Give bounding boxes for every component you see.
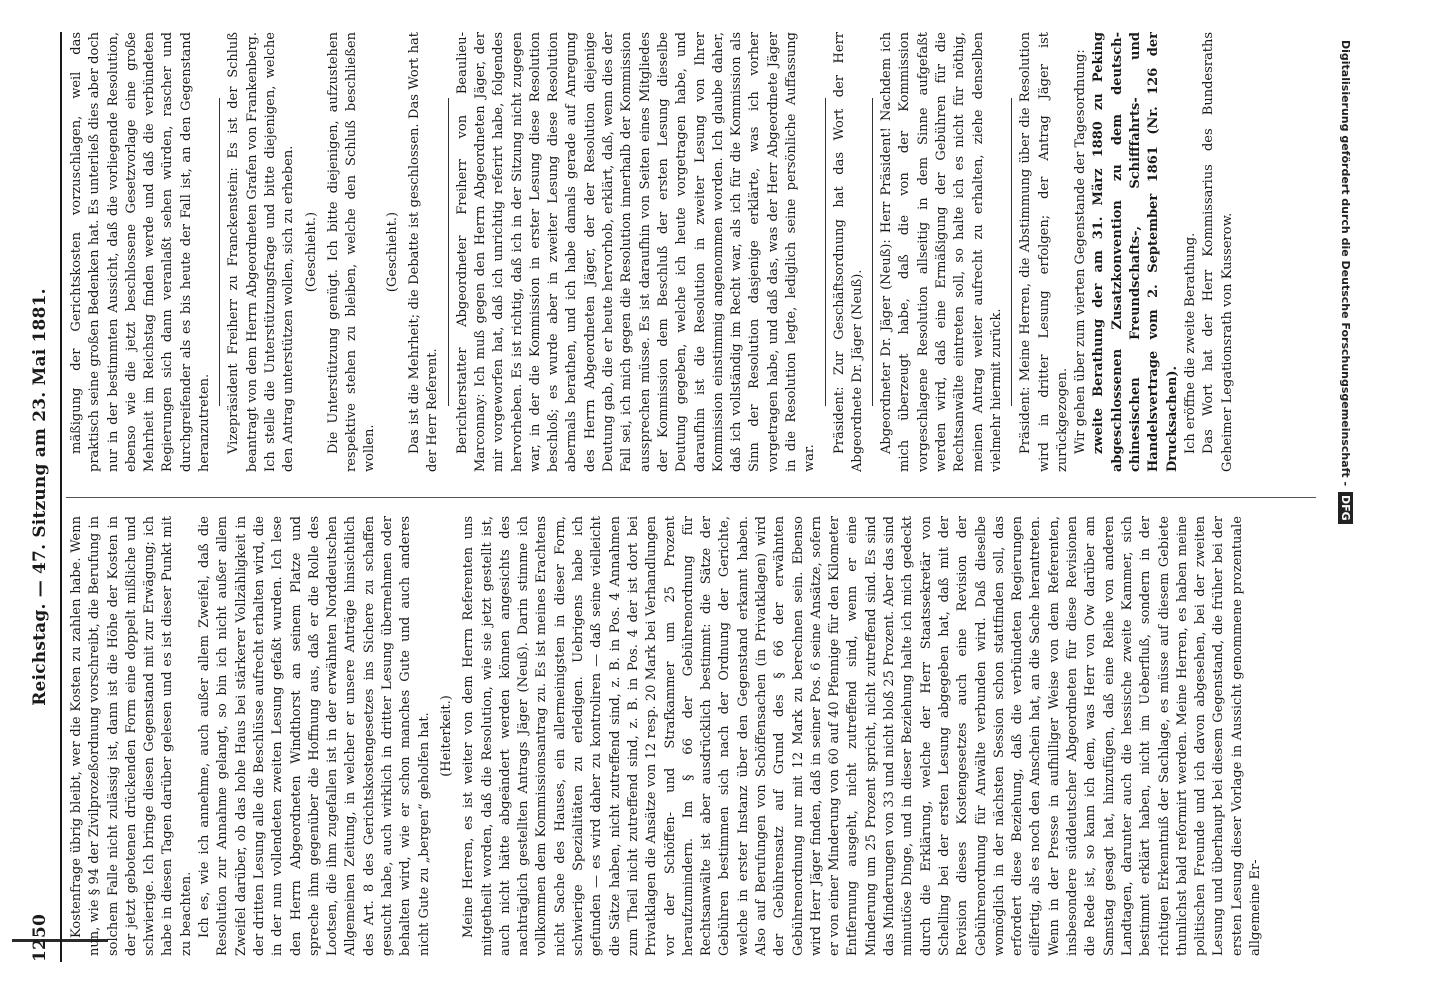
section-separator [825, 98, 826, 406]
credit-text: Digitalisierung gefördert durch die Deutsche Forschungsgemeinschaft - [1339, 40, 1352, 487]
remark-happens: (Geschieht.) [384, 211, 400, 293]
page-title: Reichstag. — 47. Sitzung am 23. Mai 1881. [30, 288, 50, 706]
left-column [68, 516, 1318, 956]
section-separator [872, 98, 873, 406]
paragraph-rapporteur: Berichterstatter Abgeordneter Freiherr von Beaulieu-Marconnay: Ich muß gegen den Herrn Abgeordneten Jäger, der mir vorgeworfen hat, daß ich unrichtig referirt habe, folgendes hervorheben. Es ist richtig, daß ich in der Sitzung nicht zugegen war, in der die Kommission in erster Lesung diese Resolution beschloß; es wurde aber in zweiter Lesung diese Resolution abermals berathen, und ich habe damals gerade auf Anregung des Herrn Abgeordneten Jäger, der der Resolution diejenige Deutung gab, die er heute hervorhob, erklärt, daß, wenn dies der Fall sei, ich mich gegen die Resolution innerhalb der Kommission aussprechen müsse. Es ist daraufhin von Seiten eines Mitgliedes der Kommission dem Beschluß der ersten Lesung dieselbe Deutung gegeben, welche ich heute vorgetragen habe, und daraufhin ist die Resolution in zweiter Lesung von Ihrer Kommission einstimmig angenommen worden. Ich glaube daher, daß ich vollständig im Recht war, als ich für die Kommission als Sinn der Resolution dasjenige erklärte, was ich vorher vorgetragen habe, und daß das, was der Herr Abgeordnete Jäger in die Resolution legte, lediglich seine persönliche Auffassung war. [454, 32, 818, 472]
right-column [68, 32, 1318, 472]
paragraph: Das Wort hat der Herr Kommissarius des Bundesraths Geheimer Legationsrath von Kusserow. [1201, 32, 1235, 472]
digitization-credit [1338, 40, 1353, 524]
paragraph-vicepresident: Vizepräsident Freiherr zu Franckenstein: Es ist der Schluß beantragt von dem Herrn Abgeordneten Grafen von Frankenberg. Ich stelle die Unterstützungsfrage und bitte diejenigen, welche den Antrag unterstützen wollen, sich zu erheben. [226, 32, 297, 472]
paragraph: Kostenfrage übrig bleibt, wer die Kosten zu zahlen habe. Wenn nun, wie § 94 der Zivilprozeßordnung vorschreibt, die Berufung in solchem Falle nicht zulässig ist, dann ist die Höhe der Kosten in der jetzt gebotenen drückenden Form eine doppelt mißliche und schwierige. Ich bringe diesen Gegenstand mit zur Erwägung; ich habe in diesen Tagen darüber gelesen und es ist dieser Punkt mit zu beachten. [69, 516, 194, 956]
column-divider [66, 497, 1316, 498]
remark-laughter: (Heiterkeit.) [438, 695, 454, 777]
paragraph: Meine Herren, es ist weiter von dem Herrn Referenten uns mitgetheilt worden, daß die Resolution, wie sie jetzt gestellt ist, auch nicht hätte abgeändert werden können angesichts des nachträglich gestellten Antrags Jäger (Neuß). Darin stimme ich vollkommen dem Kommissionsantrag zu. Es ist meines Erachtens nicht Sache des Hauses, ein allermeinigsten in dieser Form, schwierige Spezialitäten zu erledigen. Uebrigens habe ich gefunden — es wird daher zu kontroliren — daß seine vielleicht die Sätze haben, nicht zutreffend sind, z. B. in Pos. 4 Annahmen zum Theil nicht zutreffend sind, z. B. in Pos. 4 der ist dort bei Privatklagen die Ansätze von 12 resp. 20 Mark bei Verhandlungen vor der Schöffen- und Strafkammer um 25 Prozent heraufzumindern. Im § 66 der Gebührenordnung für Rechtsanwälte ist aber ausdrücklich bestimmt: die Sätze der Gebühren bestimmen sich nach der Ordnung der Gerichte, welche in erster Instanz über den Gegenstand erkannt haben. Also auf Berufungen von Schöffensachen (in Privatklagen) wird der Gebührensatz auf Grund des § 66 der erwähnten Gebührenordnung nur mit 12 Mark zu berechnen sein. Ebenso wird Herr Jäger finden, daß in seiner Pos. 6 seine Ansätze, sofern er von einer Minderung von 60 auf 40 Pfennige für den Kilometer Entfernung ausgeht, nicht zutreffend sind, wenn er eine Minderung um 25 Prozent spricht, nicht zutreffend sind. Es sind das Minderungen von 33 und nicht bloß 25 Prozent. Aber das sind minutiöse Dinge, und in dieser Beziehung halte ich mich gedeckt durch die Erklärung, welche der Herr Staatssekretär von Schelling bei der ersten Lesung abgegeben hat, daß mit der Revision dieses Kostengesetzes auch eine Revision der Gebührenordnung für Anwälte verbunden wird. Daß dieselbe womöglich in der nächsten Session schon stattfinden soll, das erfordert diese Beziehung, daß die verbündeten Regierungen eilfertig, als es noch den Anschein hat, an die Sache herantreten. Wenn in der Presse in aufhilliger Weise von dem Referenten, insbesondere süddeutscher Abgeordneten für diese Revisionen die Rede ist, so kann ich dem, was Herr von Ow darüber am Samstag gesagt hat, hinzufügen, daß eine Reihe von anderen Landtagen, darunter auch die hessische zweite Kammer, sich bestimmt erklärt haben, nicht im Ueberfluß, sondern in der richtigen Erkenntniß der Sachlage, es müsse auf diesem Gebiete thunlichst bald reformirt werden. Meine Herren, es haben meine politischen Freunde und ich davon abgesehen, bei der zweiten Lesung und überhaupt bei diesem Gegenstand, die früher bei der ersten Lesung dieser Vorlage in Aussicht genommene prozentuale allgemeine Er- [461, 516, 1263, 956]
section-separator [1011, 98, 1012, 406]
page-header [28, 32, 58, 962]
paragraph: Die Unterstützung genügt. Ich bitte diejenigen, aufzustehen respektive stehen zu bleiben, welche den Schluß beschließen wollen. [325, 32, 378, 472]
paragraph: Ich eröffne die zweite Berathung. [1182, 232, 1198, 454]
page-number: 1250 [30, 913, 50, 962]
paragraph: Wir gehen über zum vierten Gegenstande der Tagesordnung: [1073, 49, 1089, 454]
paragraph: Das ist die Mehrheit; die Debatte ist geschlossen. Das Wort hat der Herr Referent. [407, 32, 441, 472]
paragraph: Ich es, wie ich annehme, auch außer allem Zweifel, daß die Resolution zur Annahme gelangt, so bin ich nicht außer allem Zweifel darüber, ob das hohe Haus bei stärkerer Vollzähligkeit in der dritten Lesung alle die Beschlüsse aufrecht erhalten wird, die in der nun vollendeten zweiten Lesung gefaßt wurden. Ich lese den Herrn Abgeordneten Windthorst an seinem Platze und spreche ihm gegenüber die Hoffnung aus, daß er die Rolle des Lootsen, die ihm zugefallen ist in der erwähnten Norddeutschen Allgemeinen Zeitung, in welcher er unsere Anträge hinsichtlich des Art. 8 des Gerichtskostengesetzes ins Sichere zu schaffen gesucht habe, auch wirklich in dritter Lesung übernehmen oder behalten wird, wie er schon manches Gute und auch anderes nicht Gute zu „bergen“ geholfen hat. [197, 516, 432, 956]
remark-happens: (Geschieht.) [303, 211, 319, 293]
paragraph: mäßigung der Gerichtskosten vorzuschlagen, weil das praktisch seine großen Bedenken hat. Es unterließ dies aber doch nur in der bestimmten Aussicht, daß die vorliegende Resolution, ebenso wie die jetzt beschlossene Gesetzvorlage eine große Mehrheit im Reichstag finden werde und daß die verbündeten Regierungen sich dann veranlaßt sehen würden, rascher und durchgreifender als es bis heute der Fall ist, an den Gegenstand heranzutreten. [69, 32, 213, 472]
dfg-logo: DFG [1338, 492, 1353, 524]
header-rule [60, 32, 62, 962]
paragraph-president: Präsident: Zur Geschäftsordnung hat das Wort der Herr Abgeordnete Dr. Jäger (Neuß). [831, 32, 865, 472]
paragraph-jaeger: Abgeordneter Dr. Jäger (Neuß): Herr Präsident! Nachdem ich mich überzeugt habe, daß die von der Kommission vorgeschlagene Resolution allseitig in dem Sinne aufgefaßt werden wird, daß eine Ermäßigung der Gebühren für die Rechtsanwälte eintreten soll, so halte ich es nicht für nöthig, meinen Antrag weiter aufrecht zu erhalten, ziehe denselben vielmehr hiermit zurück. [879, 32, 1004, 472]
agenda-item: zweite Berathung der am 31. März 1880 zu Peking abgeschlossenen Zusatzkonvention zu dem deutsch-chinesischen Freundschafts-, Schifffahrts- und Handelsvertrage vom 2. September 1861 (Nr. 126 der Drucksachen). [1091, 32, 1180, 472]
section-separator [219, 98, 220, 406]
paragraph-president: Präsident: Meine Herren, die Abstimmung über die Resolution wird in dritter Lesung erfolgen; der Antrag Jäger ist zurückgezogen. [1018, 32, 1070, 472]
section-separator [448, 98, 449, 406]
